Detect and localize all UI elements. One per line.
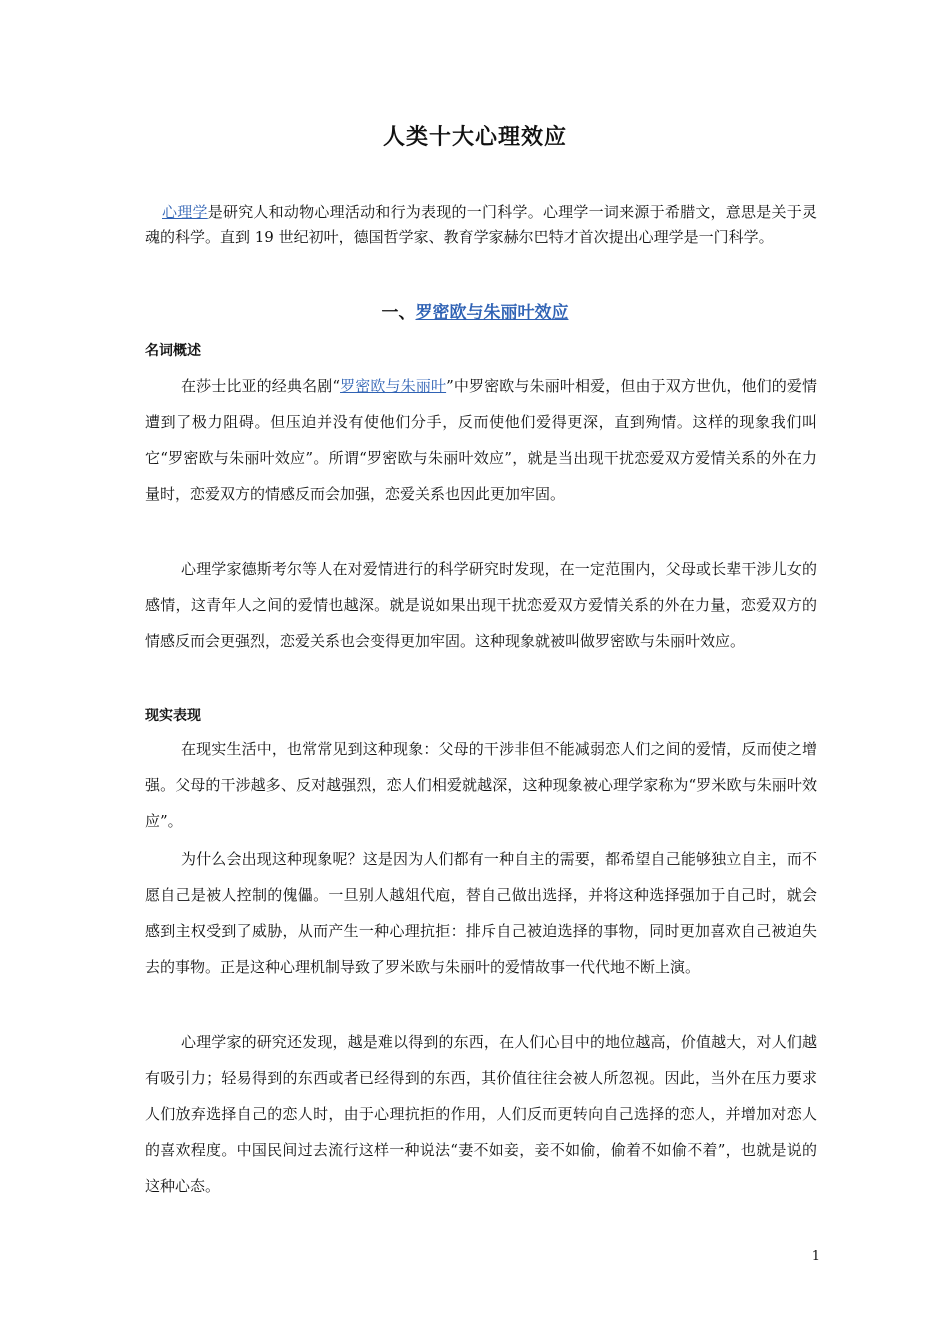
section-title-link[interactable]: 罗密欧与朱丽叶效应 — [415, 303, 569, 323]
paragraph-reality-3: 心理学家的研究还发现，越是难以得到的东西，在人们心目中的地位越高，价值越大，对人们越有吸引力；轻易得到的东西或者已经得到的东西，其价值往往会被人所忽视。因此，当外在压力要求人们放弃选择自己的恋人时，由于心理抗拒的作用，人们反而更转向自己选择的恋人，并增加对恋人的喜欢程度。中国民间过去流行这样一种说法“妻不如妾，妾不如偷，偷着不如偷不着”，也就是说的这种心态。 — [145, 1033, 817, 1195]
intro-text: 是研究人和动物心理活动和行为表现的一门科学。心理学一词来源于希腊文，意思是关于灵魂的科学。直到 19 世纪初叶，德国哲学家、教育学家赫尔巴特才首次提出心理学是一门科学。 — [145, 203, 817, 246]
paragraph-overview-2: 心理学家德斯考尔等人在对爱情进行的科学研究时发现，在一定范围内，父母或长辈干涉儿女的感情，这青年人之间的爱情也越深。就是说如果出现干扰恋爱双方爱情关系的外在力量，恋爱双方的情感反而会更强烈，恋爱关系也会变得更加牢固。这种现象就被叫做罗密欧与朱丽叶效应。 — [145, 560, 817, 650]
intro-paragraph — [145, 200, 817, 250]
paragraph-overview-1 — [145, 368, 817, 512]
psychology-link[interactable]: 心理学 — [162, 203, 208, 221]
section-heading — [0, 298, 950, 323]
paragraph-reality-1: 在现实生活中，也常常见到这种现象：父母的干涉非但不能减弱恋人们之间的爱情，反而使之增强。父母的干涉越多、反对越强烈，恋人们相爱就越深，这种现象被心理学家称为“罗米欧与朱丽叶效应”。 — [145, 740, 817, 830]
paragraph-reality-2: 为什么会出现这种现象呢？这是因为人们都有一种自主的需要，都希望自己能够独立自主，而不愿自己是被人控制的傀儡。一旦别人越俎代庖，替自己做出选择，并将这种选择强加于自己时，就会感到主权受到了威胁，从而产生一种心理抗拒：排斥自己被迫选择的事物，同时更加喜欢自己被迫失去的事物。正是这种心理机制导致了罗米欧与朱丽叶的爱情故事一代代地不断上演。 — [145, 850, 817, 976]
subheading-overview: 名词概述 — [145, 343, 201, 359]
subheading-reality: 现实表现 — [145, 708, 201, 724]
paragraph-text: 在莎士比亚的经典名剧“ — [181, 377, 341, 395]
document-title: 人类十大心理效应 — [382, 125, 567, 150]
romeo-juliet-link[interactable]: 罗密欧与朱丽叶 — [340, 377, 447, 395]
page-number: 1 — [811, 1249, 820, 1264]
section-number: 一、 — [381, 303, 416, 323]
paragraph-text: ”中罗密欧与朱丽叶相爱，但由于双方世仇，他们的爱情遭到了极力阻碍。但压迫并没有使他们分手，反而使他们爱得更深，直到殉情。这样的现象我们叫它“罗密欧与朱丽叶效应”。所谓“罗密欧与朱丽叶效应”，就是当出现干扰恋爱双方爱情关系的外在力量时，恋爱双方的情感反而会加强，恋爱关系也因此更加牢固。 — [145, 377, 817, 503]
